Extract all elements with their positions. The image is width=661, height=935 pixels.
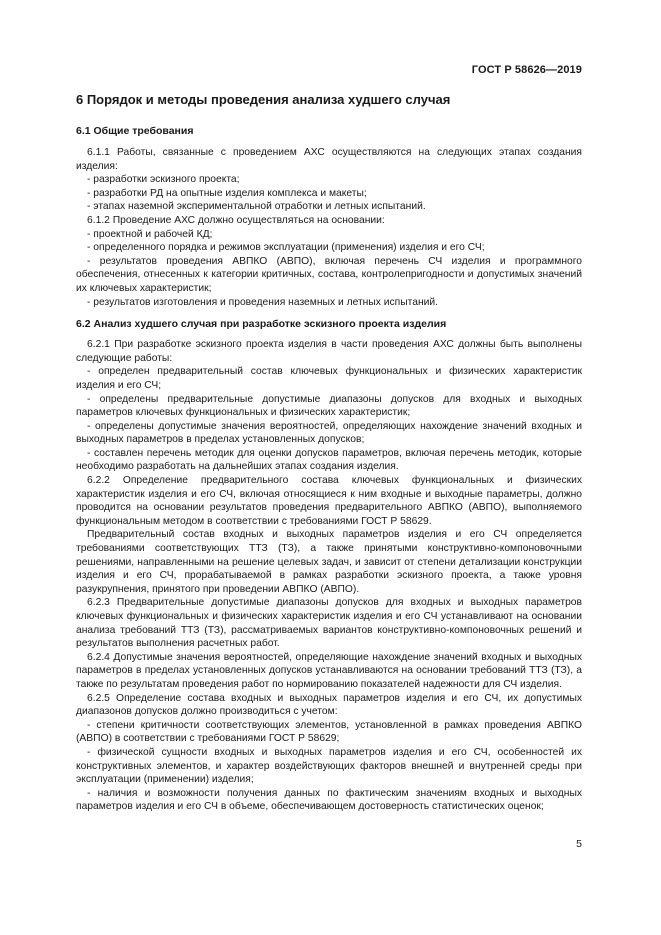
paragraph: 6.2.4 Допустимые значения вероятностей, определяющие нахождение значений входных и выходных параметров в пределах установленных допусков устанавливаются на основании требований ТТЗ (ТЗ), а также по результатам проведения работ по нормированию показателей надежности для СЧ изделия. — [76, 651, 582, 690]
paragraph: - определен предварительный состав ключевых функциональных и физических характеристик изделия и его СЧ; — [76, 366, 582, 391]
subsection-body-6-2 — [76, 338, 582, 814]
paragraph: 6.1.1 Работы, связанные с проведением АХС осуществляются на следующих этапах создания изделия: — [76, 147, 582, 172]
paragraph: - результатов проведения АВПКО (АВПО), включая перечень СЧ изделия и программного обеспечения, отнесенных к категории критичных, состава, контролепригодности и допустимых значений их ключевых характеристик; — [76, 255, 582, 294]
paragraph: - определенного порядка и режимов эксплуатации (применения) изделия и его СЧ; — [87, 242, 485, 254]
paragraph: - определены допустимые значения вероятностей, определяющих нахождение значений входных и выходных параметров в пределах установленных допусков; — [76, 420, 582, 446]
paragraph: - степени критичности соответствующих элементов, установленной в рамках проведения АВПКО (АВПО) в соответствии с требованиями ГОСТ Р 58629; — [76, 719, 582, 745]
paragraph: - физической сущности входных и выходных параметров изделия и его СЧ, особенностей их конструктивных элементов, и характер воздействующих факторов внешней и внутренней среды при эксплуатации (применении) изделия; — [76, 746, 582, 786]
paragraph: 6.2.2 Определение предварительного состава ключевых функциональных и физических характеристик изделия и его СЧ, включая относящиеся к ним входные и выходные параметры, должно проводится на основании результатов проведения предварительного АВПКО (АВПО), выполняемого функциональным методом в соответствии с требованиями ГОСТ Р 58629. — [76, 475, 582, 527]
document-id: ГОСТ Р 58626—2019 — [471, 64, 582, 76]
paragraph: - составлен перечень методик для оценки допусков параметров, включая перечень методик, которые необходимо разработать на дальнейших этапах создания изделия. — [76, 447, 582, 473]
subsection-title-6-1: 6.1 Общие требования — [76, 125, 194, 137]
subsection-body-6-1 — [76, 146, 582, 309]
page-number: 5 — [576, 838, 582, 850]
paragraph: Предварительный состав входных и выходных параметров изделия и его СЧ определяется требованиями соответствующих ТТЗ (ТЗ), а также принятыми конструктивно-компоновочными решениями, направленными на решение целевых задач, и зависит от степени детализации конструкции изделия и его СЧ, прорабатываемой в рамках разработки эскизного проекта, а также уровня разукрупнения, принятого при проведении АВПКО (АВПО). — [76, 529, 582, 595]
paragraph: 6.2.3 Предварительные допустимые диапазоны допусков для входных и выходных параметров ключевых функциональных и физических характеристик изделия и его СЧ устанавливают на основании анализа требований ТТЗ (ТЗ), рассматриваемых вариантов конструктивно-компоновочных решений и результатов выполнения расчетных работ. — [76, 597, 582, 650]
paragraph: - проектной и рабочей КД; — [87, 228, 213, 240]
paragraph: - результатов изготовления и проведения наземных и летных испытаний. — [87, 296, 439, 308]
paragraph: - разработки эскизного проекта; — [87, 174, 240, 186]
section-title: 6 Порядок и методы проведения анализа худшего случая — [76, 92, 451, 107]
paragraph: - этапах наземной экспериментальной отработки и летных испытаний. — [87, 201, 426, 213]
paragraph: - разработки РД на опытные изделия комплекса и макеты; — [87, 187, 367, 199]
subsection-title-6-2: 6.2 Анализ худшего случая при разработке эскизного проекта изделия — [76, 318, 447, 331]
paragraph: 6.2.5 Определение состава входных и выходных параметров изделия и его СЧ, их допустимых диапазонов допусков должно производиться с учетом: — [76, 692, 582, 718]
paragraph: 6.2.1 При разработке эскизного проекта изделия в части проведения АХС должны быть выполнены следующие работы: — [76, 339, 582, 364]
paragraph: - определены предварительные допустимые диапазоны допусков для входных и выходных параметров ключевых функциональных и физических характеристик; — [76, 393, 582, 419]
page-content — [76, 92, 582, 814]
paragraph: - наличия и возможности получения данных по фактическим значениям входных и выходных параметров изделия и его СЧ в объеме, обеспечивающем достоверность статистических оценок; — [76, 787, 582, 813]
paragraph: 6.1.2 Проведение АХС должно осуществляться на основании: — [87, 214, 385, 226]
